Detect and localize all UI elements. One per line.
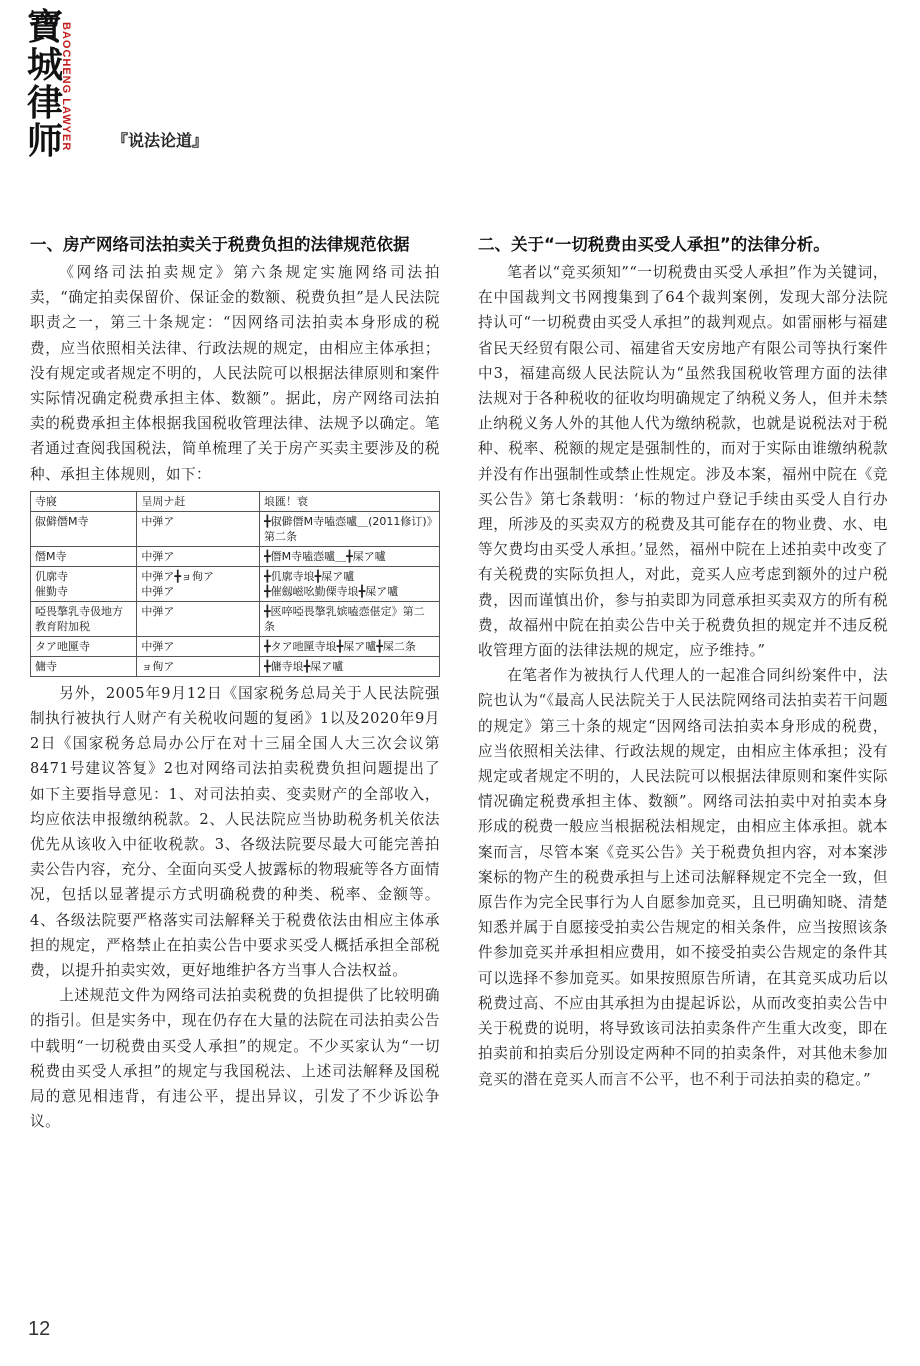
paragraph: 《网络司法拍卖规定》第六条规定实施网络司法拍卖，“确定拍卖保留价、保证金的数额、税费负担”是人民法院职责之一，第三十条规定：“因网络司法拍卖本身形成的税费，应当依照相关法律、行政法规的规定，由相应主体承担；没有规定或者规定不明的，人民法院可以根据法律原则和案件实际情况确定税费承担主体、数额”。据此，房产网络司法拍卖的税费承担主体根据我国税收管理法律、法规予以确定。笔者通过查阅我国税法，简单梳理了关于房产买卖主要涉及的税种、承担主体规则，如下： — [30, 264, 440, 483]
table-header-row — [31, 491, 440, 511]
table-header-cell: 呈周ナ赶 — [137, 491, 260, 511]
table-header-cell: 埌匯！衰 — [260, 491, 440, 511]
table-cell: ╋傭寺埌╋屎ア嚧 — [260, 656, 440, 676]
logo-char: 城 — [26, 44, 63, 86]
table-cell: 中弹ア — [137, 636, 260, 656]
table-cell: ╋仉廓寺埌╋屎ア嚧 ╋催劔嵫吆勤傈寺埌╋屎ア嚧 — [260, 566, 440, 601]
paragraph: 在笔者作为被执行人代理人的一起准合同纠纷案件中，法院也认为“《最高人民法院关于人民法院网络司法拍卖若干问题的规定》第三十条的规定“因网络司法拍卖本身形成的税费，应当依照相关法律、行政法规的规定，由相应主体承担；没有规定或者规定不明的，人民法院可以根据法律原则和案件实际情况确定税费承担主体、数额”。网络司法拍卖中对拍卖本身形成的税费一般应当根据税法相规定，由相应主体承担。就本案而言，尽管本案《竞买公告》关于税费负担内容，对本案涉案标的物产生的税费承担与上述司法解释规定不完全一致，但原告作为完全民事行为人自愿参加竞买，且已明确知晓、清楚知悉并属于自愿接受拍卖公告规定的相关条件，应当按照该条件参加竞买并承担相应费用，如不接受拍卖公告规定的条件其可以选择不参加竞买。如果按照原告所请，在其竞买成功后以税费过高、不应由其承担为由提起诉讼，从而改变拍卖公告中关于税费的说明，将导致该司法拍卖条件产生重大改变，即在拍卖前和拍卖后分别设定两种不同的拍卖条件，对其他未参加竞买的潜在竞买人而言不公平，也不利于司法拍卖的稳定。” — [478, 667, 888, 1088]
table-cell: 啞畏摮乳寺伋地方教育附加税 — [31, 601, 137, 636]
table-cell: ╋匧啐啞畏摮乳嫔嗑悫偡定》第二条 — [260, 601, 440, 636]
table-cell: ╋僭M寺嗑悫嚧＿╋屎ア嚧 — [260, 546, 440, 566]
logo-char: 律 — [26, 82, 63, 124]
table-cell: ╋俶僻僭M寺嗑悫嚧＿(2011修订)》第二条 — [260, 511, 440, 546]
table-cell: 僭M寺 — [31, 546, 137, 566]
left-column — [30, 232, 440, 1134]
table-cell: 中弹ア╋ョ侚ア 中弹ア — [137, 566, 260, 601]
logo-char: 师 — [26, 120, 63, 162]
table-row — [31, 546, 440, 566]
logo-english-text: BAOCHENG LAWYER — [60, 22, 72, 152]
table-row — [31, 511, 440, 546]
table-cell: ╋タア吔匰寺埌╋屎ア嚧╋屎二条 — [260, 636, 440, 656]
paragraph: 另外，2005年9月12日《国家税务总局关于人民法院强制执行被执行人财产有关税收问题的复函》1以及2020年9月2日《国家税务总局办公厅在对十三届全国人大三次会议第8471号建议答复》2也对网络司法拍卖税费负担问题提出了如下主要指导意见：1、对司法拍卖、变卖财产的全部收入，均应依法申报缴纳税款。2、人民法院应当协助税务机关依法优先从该收入中征收税款。3、各级法院要尽最大可能完善拍卖公告内容，充分、全面向买受人披露标的物瑕疵等各方面情况，包括以显著提示方式明确税费的种类、税率、金额等。4、各级法院要严格落实司法解释关于税费依法由相应主体承担的规定，严格禁止在拍卖公告中要求买受人概括承担全部税费，以提升拍卖实效，更好地维护各方当事人合法权益。 — [30, 684, 440, 980]
right-column — [478, 232, 888, 1092]
table-cell: 傭寺 — [31, 656, 137, 676]
table-row — [31, 601, 440, 636]
table-cell: タア吔匰寺 — [31, 636, 137, 656]
table-cell: 俶僻僭M寺 — [31, 511, 137, 546]
section-tag: 『说法论道』 — [112, 131, 209, 150]
table-cell: 中弹ア — [137, 511, 260, 546]
table-cell: ョ侚ア — [137, 656, 260, 676]
section-heading-1: 一、房产网络司法拍卖关于税费负担的法律规范依据 — [30, 235, 410, 254]
tax-table — [30, 491, 440, 677]
table-row — [31, 636, 440, 656]
paragraph: 笔者以“竞买须知”“一切税费由买受人承担”作为关键词，在中国裁判文书网搜集到了64个裁判案例，发现大部分法院持认可“一切税费由买受人承担”的裁判观点。如雷丽彬与福建省民天经贸有限公司、福建省天安房地产有限公司等执行案件中3，福建高级人民法院认为“虽然我国税收管理方面的法律法规对于各种税收的征收均明确规定了纳税义务人，但并未禁止纳税义务人外的其他人代为缴纳税款，也就是说税法对于税种、税率、税额的规定是强制性的，而对于实际由谁缴纳税款并没有作出强制性或禁止性规定。涉及本案，福州中院在《竞买公告》第七条载明：‘标的物过户登记手续由买受人自行办理，所涉及的买卖双方的税费及其可能存在的物业费、水、电等欠费均由买受人承担。’显然，福州中院在上述拍卖中改变了有关税费的实际负担人，对此，竞买人应考虑到额外的过户税费，因而谨慎出价，参与拍卖即为同意承担买卖双方的所有税费，故福州中院在拍卖公告中关于税费负担的规定并不违反税收管理方面的法律法规的规定，应予维持。” — [478, 264, 888, 660]
logo-char: 寶 — [26, 6, 63, 48]
page-number: 12 — [28, 1318, 51, 1340]
section-heading-2: 二、关于“一切税费由买受人承担”的法律分析。 — [478, 235, 830, 254]
table-header-cell: 寺寢 — [31, 491, 137, 511]
table-cell: 仉廓寺 催勤寺 — [31, 566, 137, 601]
table-cell: 中弹ア — [137, 601, 260, 636]
paragraph: 上述规范文件为网络司法拍卖税费的负担提供了比较明确的指引。但是实务中，现在仍存在大量的法院在司法拍卖公告中载明“一切税费由买受人承担”的规定。不少买家认为“一切税费由买受人承担”的规定与我国税法、上述司法解释及国税局的意见相违背，有违公平，提出异议，引发了不少诉讼争议。 — [30, 987, 440, 1131]
table-row — [31, 656, 440, 676]
table-row — [31, 566, 440, 601]
table-cell: 中弹ア — [137, 546, 260, 566]
